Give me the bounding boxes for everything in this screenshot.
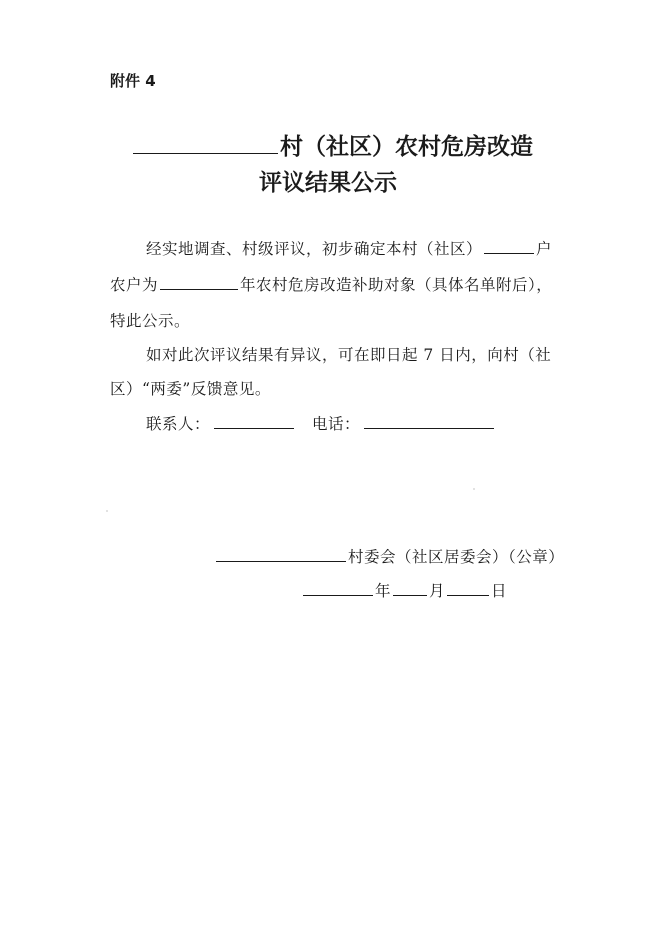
village-committee-blank[interactable] <box>216 546 346 562</box>
body-text: 户 <box>536 240 553 258</box>
signature-date-line <box>303 579 507 601</box>
day-label: 日 <box>491 582 508 600</box>
village-name-blank[interactable] <box>133 152 278 154</box>
sign-year-blank[interactable] <box>303 580 373 596</box>
scan-speck <box>106 510 108 512</box>
body-line-2 <box>110 273 552 295</box>
year-blank[interactable] <box>160 274 238 290</box>
body-line-5: 区）“两委”反馈意见。 <box>110 380 271 398</box>
scan-speck <box>473 488 475 490</box>
contact-label: 联系人： <box>146 415 211 433</box>
signature-org-text: 村委会（社区居委会）（公章） <box>348 548 565 566</box>
body-text: 农户为 <box>110 276 159 294</box>
title-line-1 <box>133 128 533 161</box>
body-line-3: 特此公示。 <box>110 312 191 330</box>
contact-person-blank[interactable] <box>214 413 294 429</box>
body-text: 年农村危房改造补助对象（具体名单附后）， <box>240 276 553 294</box>
body-line-1 <box>146 237 552 259</box>
year-label: 年 <box>375 582 392 600</box>
body-text: 经实地调查、村级评议，初步确定本村（社区） <box>146 240 483 258</box>
phone-label: 电话： <box>312 415 361 433</box>
month-label: 月 <box>429 582 446 600</box>
sign-month-blank[interactable] <box>393 580 427 596</box>
contact-line <box>146 412 494 434</box>
sign-day-blank[interactable] <box>447 580 489 596</box>
title-line-1-text: 村（社区）农村危房改造 <box>280 134 533 160</box>
phone-blank[interactable] <box>364 413 494 429</box>
attachment-label: 附件 4 <box>110 72 156 90</box>
signature-org-line <box>216 545 564 567</box>
household-count-blank[interactable] <box>484 238 534 254</box>
title-line-2: 评议结果公示 <box>259 170 397 196</box>
body-line-4: 如对此次评议结果有异议，可在即日起 7 日内，向村（社 <box>146 346 552 364</box>
